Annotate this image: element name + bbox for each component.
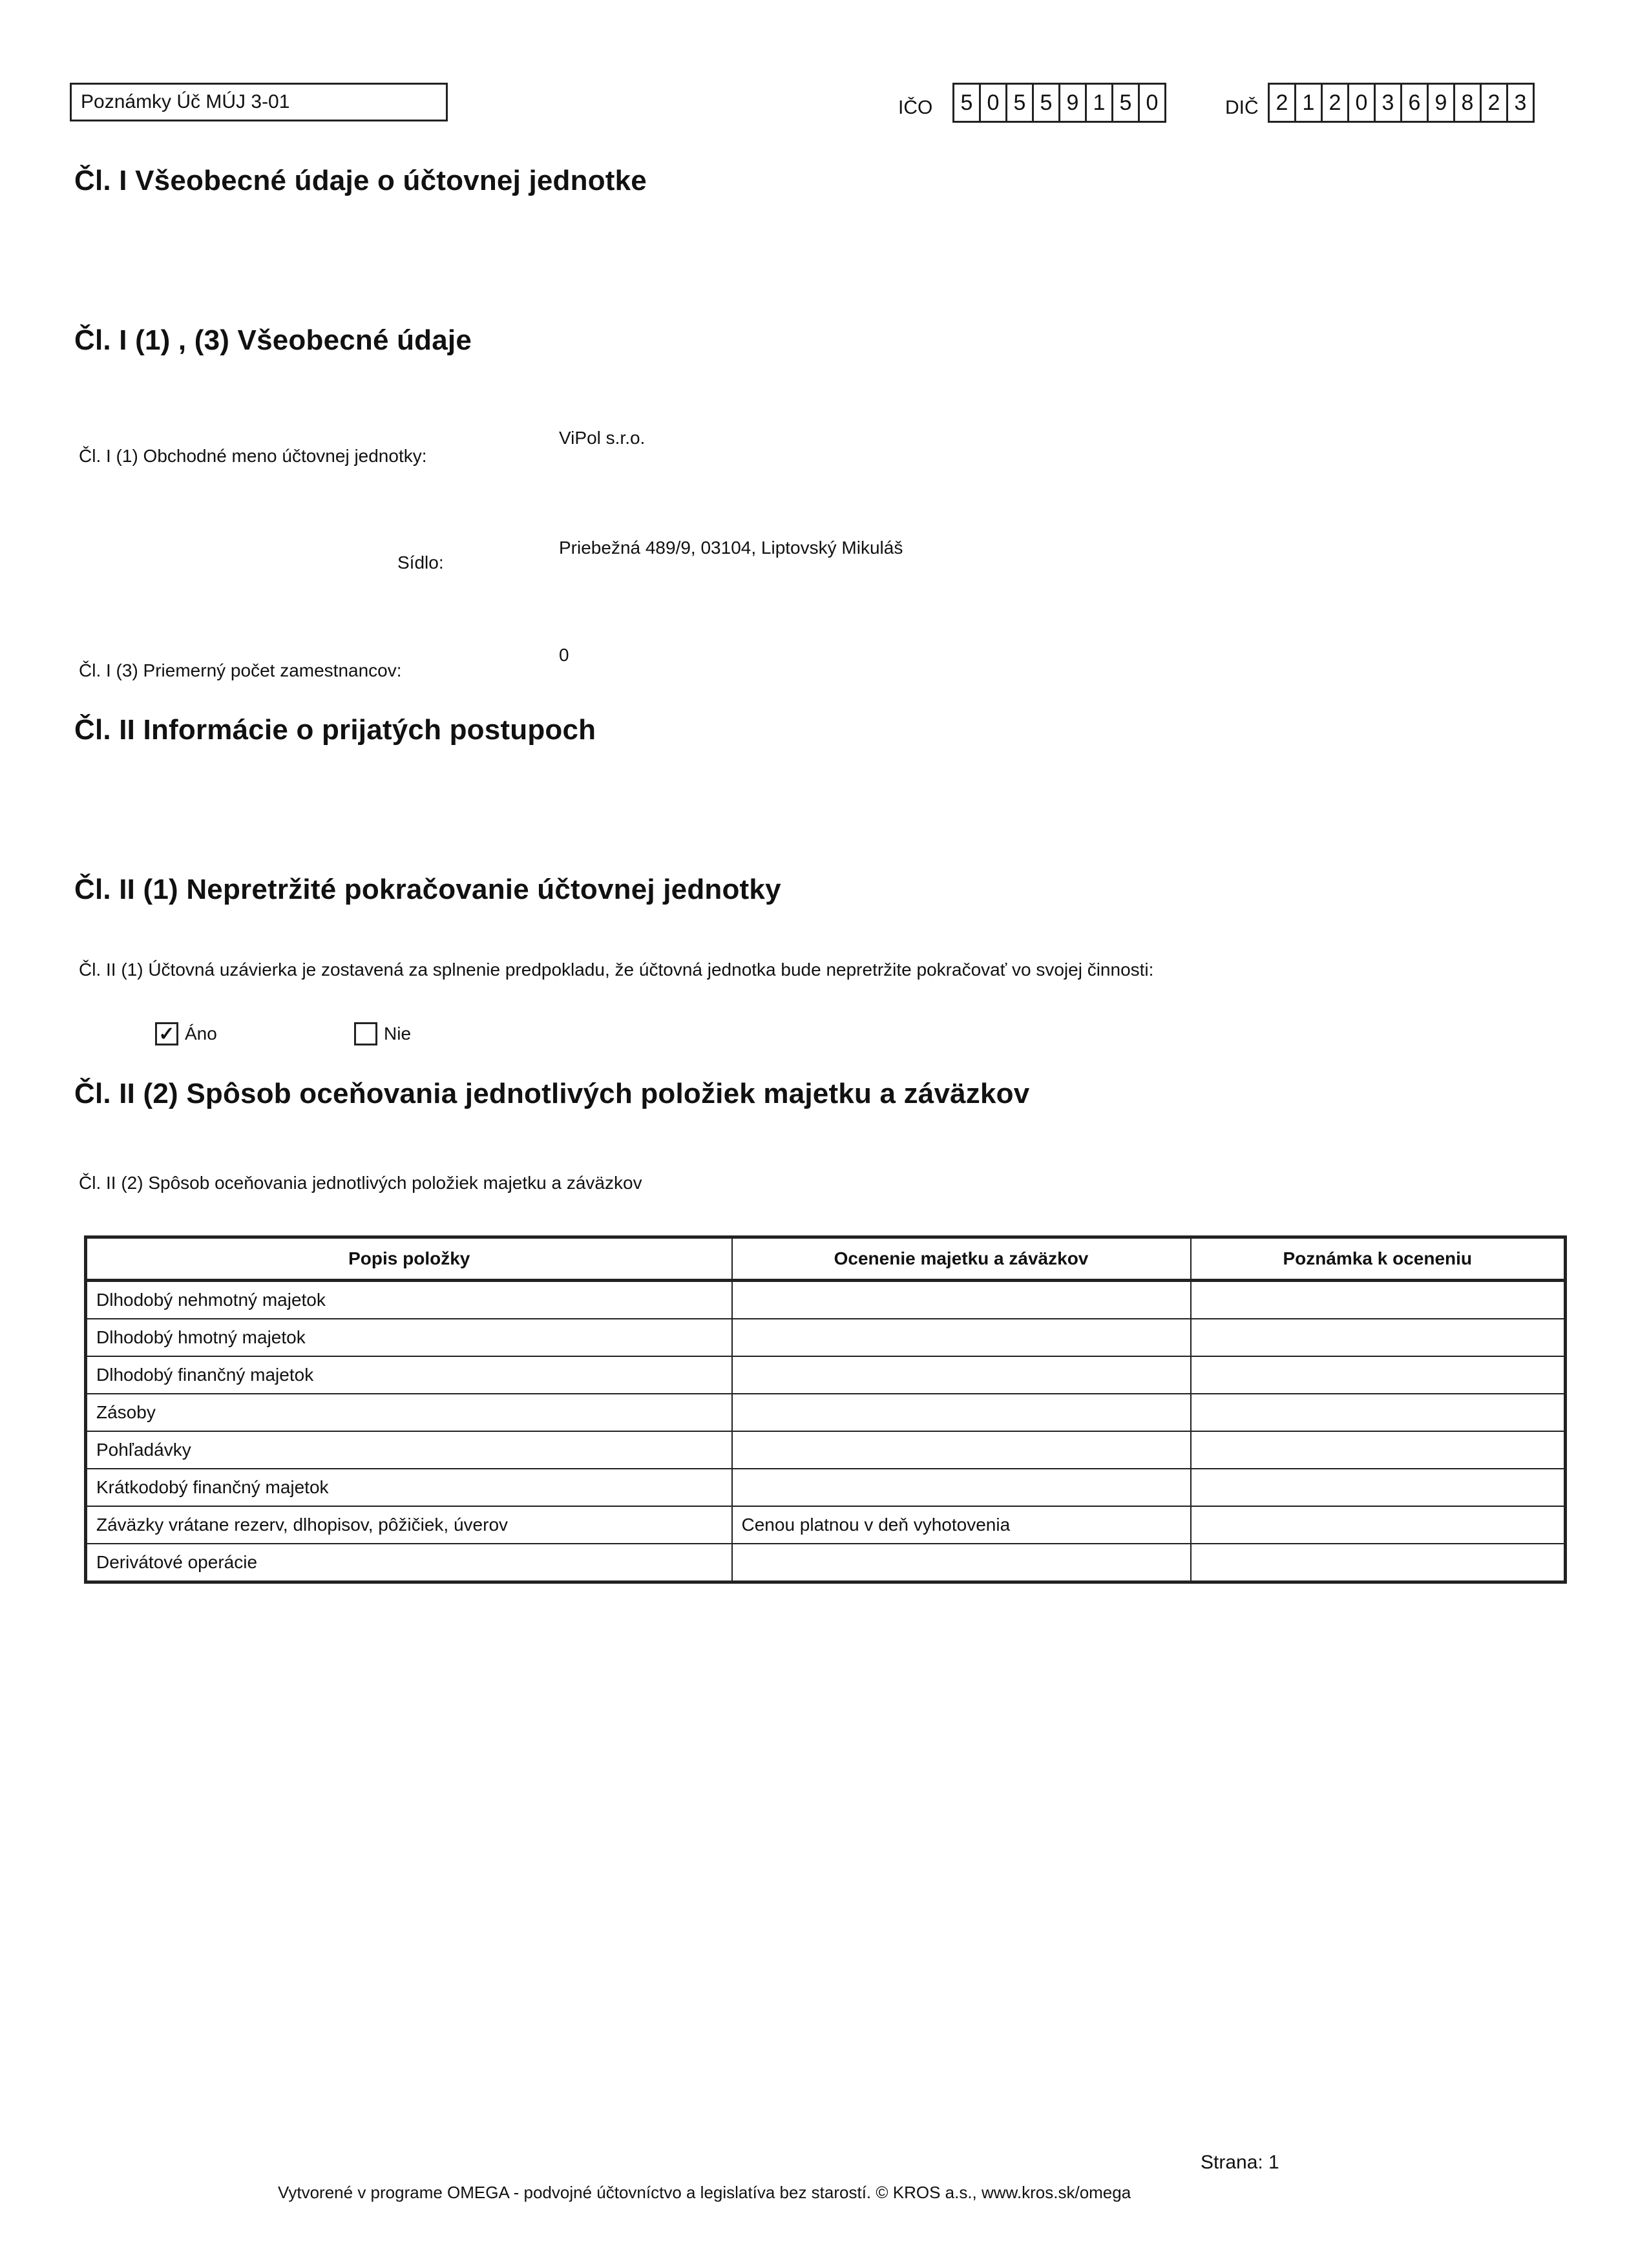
table-cell: Zásoby (86, 1394, 732, 1431)
table-cell (1191, 1506, 1566, 1544)
ico-digit-boxes (952, 83, 1166, 123)
section-title-general-data: Čl. I (1) , (3) Všeobecné údaje (74, 324, 472, 356)
table-cell (1191, 1431, 1566, 1469)
yes-checkbox-row (155, 1022, 217, 1045)
sidlo-label: Sídlo: (397, 552, 444, 572)
dic-digit: 3 (1506, 83, 1535, 123)
table-cell: Záväzky vrátane rezerv, dlhopisov, pôžičiek, úverov (86, 1506, 732, 1544)
dic-digit-boxes (1268, 83, 1535, 123)
table-row (86, 1281, 1566, 1319)
table-cell (732, 1281, 1191, 1319)
ico-digit: 5 (1032, 83, 1060, 123)
table-header: Ocenenie majetku a záväzkov (732, 1237, 1191, 1281)
table-row (86, 1394, 1566, 1431)
section-title-general-info: Čl. I Všeobecné údaje o účtovnej jednotke (74, 165, 647, 196)
sidlo-value: Priebežná 489/9, 03104, Liptovský Mikuláš (559, 538, 903, 558)
ico-digit: 5 (1005, 83, 1034, 123)
form-code-label: Poznámky Úč MÚJ 3-01 (81, 91, 290, 112)
business-name-label: Čl. I (1) Obchodné meno účtovnej jednotky: (79, 446, 427, 466)
table-row (86, 1469, 1566, 1506)
ico-digit: 1 (1085, 83, 1113, 123)
table-cell: Dlhodobý finančný majetok (86, 1356, 732, 1394)
table-row (86, 1544, 1566, 1582)
valuation-subtext: Čl. II (2) Spôsob oceňovania jednotlivých položiek majetku a záväzkov (79, 1173, 642, 1193)
table-cell: Pohľadávky (86, 1431, 732, 1469)
valuation-table-wrapper (84, 1235, 1567, 1584)
table-cell: Dlhodobý hmotný majetok (86, 1319, 732, 1356)
section-title-procedures: Čl. II Informácie o prijatých postupoch (74, 714, 596, 746)
going-concern-text: Čl. II (1) Účtovná uzávierka je zostavená za splnenie predpokladu, že účtovná jednotka bude nepretržite pokračovať vo svojej činnosti: (79, 960, 1154, 980)
table-cell (1191, 1356, 1566, 1394)
yes-checkbox-label: Áno (185, 1024, 217, 1044)
valuation-table (84, 1235, 1567, 1584)
no-checkbox-row (354, 1022, 411, 1045)
table-cell (732, 1431, 1191, 1469)
dic-digit: 2 (1321, 83, 1349, 123)
dic-digit: 0 (1347, 83, 1376, 123)
dic-digit: 3 (1374, 83, 1402, 123)
table-cell (1191, 1281, 1566, 1319)
table-cell: Dlhodobý nehmotný majetok (86, 1281, 732, 1319)
page-number: Strana: 1 (1201, 2152, 1279, 2173)
table-row (86, 1506, 1566, 1544)
ico-digit: 0 (979, 83, 1007, 123)
table-cell (1191, 1469, 1566, 1506)
dic-digit: 1 (1294, 83, 1323, 123)
dic-digit: 8 (1453, 83, 1482, 123)
ico-digit: 0 (1138, 83, 1166, 123)
table-cell (732, 1394, 1191, 1431)
table-row (86, 1431, 1566, 1469)
table-header-row (86, 1237, 1566, 1281)
table-cell: Derivátové operácie (86, 1544, 732, 1582)
dic-digit: 6 (1400, 83, 1429, 123)
dic-label: DIČ (1225, 97, 1259, 118)
table-cell (1191, 1544, 1566, 1582)
table-row (86, 1319, 1566, 1356)
ico-digit: 5 (1111, 83, 1140, 123)
employees-value: 0 (559, 645, 569, 665)
dic-digit: 2 (1480, 83, 1508, 123)
section-title-going-concern: Čl. II (1) Nepretržité pokračovanie účtovnej jednotky (74, 874, 781, 905)
business-name-value: ViPol s.r.o. (559, 428, 646, 448)
table-cell (1191, 1319, 1566, 1356)
table-cell (732, 1469, 1191, 1506)
ico-label: IČO (898, 97, 933, 118)
table-cell (732, 1544, 1191, 1582)
dic-digit: 9 (1427, 83, 1455, 123)
section-title-valuation: Čl. II (2) Spôsob oceňovania jednotlivých položiek majetku a záväzkov (74, 1078, 1030, 1109)
footer-credit: Vytvorené v programe OMEGA - podvojné účtovníctvo a legislatíva bez starostí. © KROS a.s., www.kros.sk/omega (278, 2183, 1131, 2202)
table-cell (1191, 1394, 1566, 1431)
no-checkbox[interactable] (354, 1022, 377, 1045)
table-cell: Krátkodobý finančný majetok (86, 1469, 732, 1506)
no-checkbox-label: Nie (384, 1024, 412, 1044)
table-row (86, 1356, 1566, 1394)
dic-digit: 2 (1268, 83, 1296, 123)
yes-checkbox[interactable]: ✓ (155, 1022, 178, 1045)
table-header: Popis položky (86, 1237, 732, 1281)
table-cell: Cenou platnou v deň vyhotovenia (732, 1506, 1191, 1544)
table-cell (732, 1356, 1191, 1394)
table-header: Poznámka k oceneniu (1191, 1237, 1566, 1281)
table-cell (732, 1319, 1191, 1356)
ico-digit: 9 (1058, 83, 1087, 123)
ico-digit: 5 (952, 83, 981, 123)
employees-label: Čl. I (3) Priemerný počet zamestnancov: (79, 660, 402, 680)
form-code-box (70, 83, 448, 121)
